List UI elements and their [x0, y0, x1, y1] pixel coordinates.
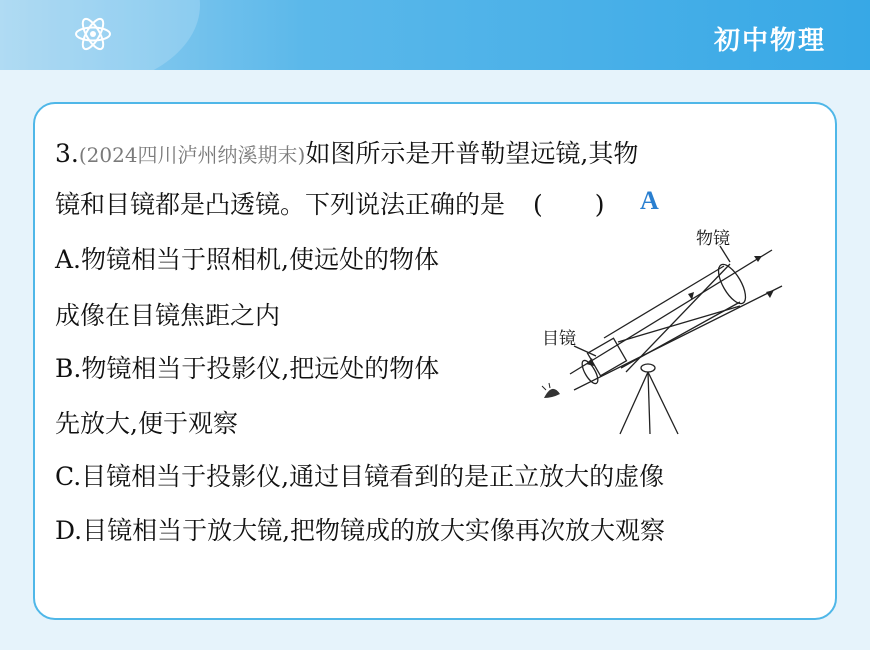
option-d: D.目镜相当于放大镜,把物镜成的放大实像再次放大观察 [55, 516, 666, 545]
stem-text-2: 镜和目镜都是凸透镜。下列说法正确的是 [55, 190, 506, 219]
telescope-figure [530, 222, 800, 437]
eyepiece-tube [588, 338, 627, 376]
tripod-leg-2 [648, 372, 650, 434]
option-c: C.目镜相当于投影仪,通过目镜看到的是正立放大的虚像 [55, 462, 665, 491]
subject-title: 初中物理 [713, 26, 826, 56]
objective-lens [713, 260, 751, 307]
option-b-line-1: B.物镜相当于投影仪,把远处的物体 [55, 354, 440, 383]
answer-mark: A [640, 186, 659, 215]
question-source: (2024四川泸州纳溪期末) [78, 143, 306, 167]
paren-close: ) [594, 190, 605, 219]
question-number: 3. [55, 139, 79, 168]
ray-cross-1 [626, 264, 730, 372]
paren-open: ( [533, 190, 543, 219]
stem-text-1: 如图所示是开普勒望远镜,其物 [305, 139, 639, 168]
question-stem-line-2 [55, 190, 605, 220]
question-stem-line-1 [55, 139, 638, 170]
option-a-line-1: A.物镜相当于照相机,使远处的物体 [55, 245, 439, 274]
tripod-leg-3 [648, 372, 678, 434]
eyepiece-label: 目镜 [542, 329, 576, 349]
tripod-leg-1 [620, 372, 648, 434]
option-a-line-2: 成像在目镜焦距之内 [55, 301, 281, 330]
option-b-line-2: 先放大,便于观察 [55, 409, 238, 438]
ray-cross-2 [618, 306, 740, 342]
tube-top-edge [604, 266, 724, 338]
atom-icon [73, 14, 113, 54]
ray-arrow-1 [754, 256, 762, 262]
header-bar [0, 0, 870, 70]
ray-1 [570, 250, 772, 374]
objective-label: 物镜 [696, 229, 730, 249]
tripod-mount [641, 364, 655, 372]
eyepiece-leader [574, 346, 596, 356]
eye-icon [542, 383, 560, 398]
